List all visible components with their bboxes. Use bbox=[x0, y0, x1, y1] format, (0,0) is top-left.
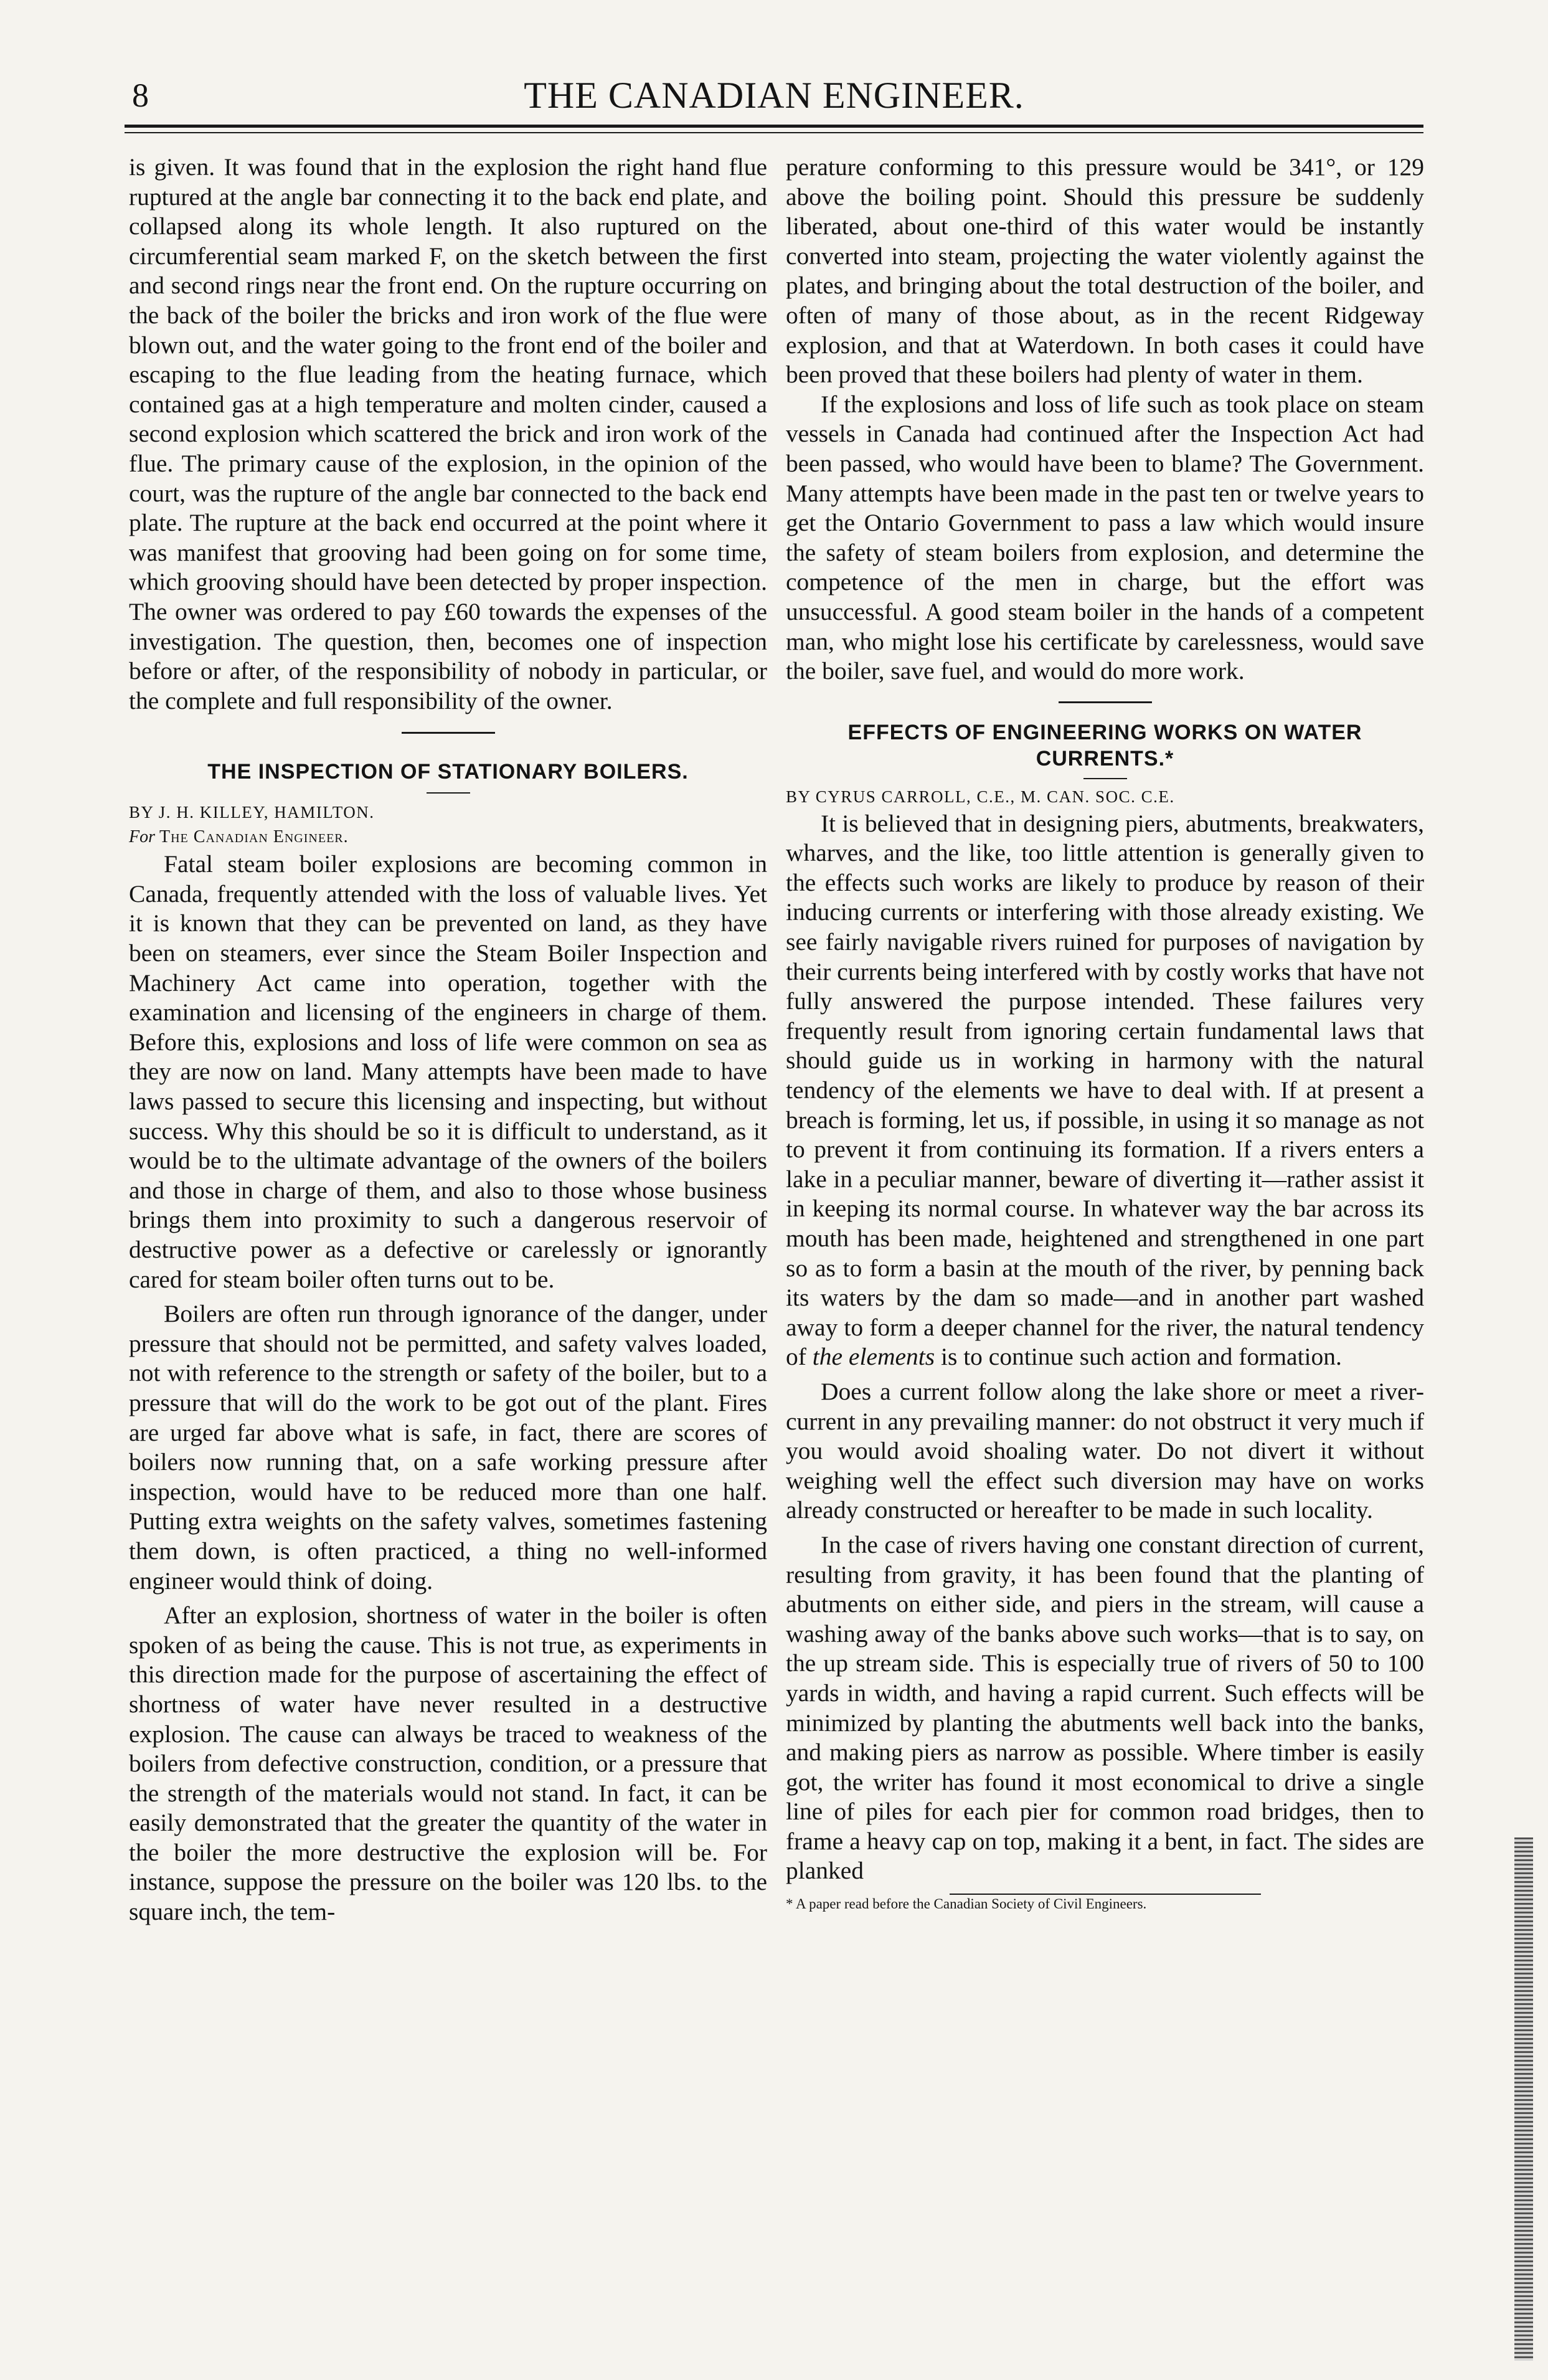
right-column bbox=[786, 153, 1424, 1913]
page-header bbox=[125, 73, 1423, 117]
body-paragraph: Does a current follow along the lake shore or meet a river-current in any prevailing manner: do not obstruct it very much if you would avoid shoaling water. Do not divert it without weighing well the effect such diversion may have on works already constructed or hereafter to be made in such locality. bbox=[786, 1377, 1424, 1524]
title-divider bbox=[1083, 778, 1127, 779]
body-paragraph: After an explosion, shortness of water in the boiler is often spoken of as being the cause. This is not true, as experiments in this direction made for the purpose of ascertaining the effect of shortness of water have never resulted in a destructive explosion. The cause can always be traced to weakness of the boilers from defective construction, condition, or a pressure that the strength of the materials would not stand. In fact, it can be easily demonstrated that the greater the quantity of the water in the boiler the more destructive the explosion will be. For instance, suppose the pressure on the boiler was 120 lbs. to the square inch, the tem- bbox=[129, 1601, 767, 1926]
header-rule-thick bbox=[125, 125, 1423, 128]
body-paragraph: If the explosions and loss of life such as took place on steam vessels in Canada had continued after the Inspection Act had been passed, who would have been to blame? The Government. Many attempts have been made in the past ten or twelve years to get the Ontario Government to pass a law which would insure the safety of steam boilers from explosion, and determine the competence of the men in charge, but the effort was unsuccessful. A good steam boiler in the hands of a competent man, who might lose his certificate by carelessness, would save the boiler, save fuel, and would do more work. bbox=[786, 390, 1424, 685]
left-column bbox=[129, 153, 767, 1927]
byline-killey: BY J. H. KILLEY, HAMILTON. bbox=[129, 803, 375, 822]
scan-edge-artifact bbox=[1514, 1837, 1533, 2361]
paragraph-text: It is believed that in designing piers, abutments, breakwaters, wharves, and the like, too little attention is generally given to the effects such works are likely to produce by reason of their inducing currents or interfering with those already existing. We see fairly navigable rivers ruined for purposes of navigation by their currents being interfered with by costly works that have not fully answered the purpose intended. These failures very frequently result from ignoring certain fundamental laws that should guide us in working in harmony with the natural tendency of the elements we have to deal with. If at present a breach is forming, let us, if possible, in using it so manage as not to prevent it from continuing its formation. If a rivers enters a lake in a peculiar manner, beware of diverting it—rather assist it in keeping its normal course. In whatever way the bar across its mouth has been made, heightened and strengthened in one part so as to form a basin at the mouth of the river, by penning back its waters by the dam so made—and in another part washed away to form a deeper channel for the river, the natural tendency of bbox=[786, 809, 1424, 1371]
section-divider bbox=[1059, 701, 1152, 703]
continued-paragraph: is given. It was found that in the explosion the right hand flue ruptured at the angle bar connecting it to the back end plate, and collapsed along its whole length. It also ruptured on the circumferential seam marked F, on the sketch between the first and second rings near the front end. On the rupture occurring on the back of the boiler the bricks and iron work of the flue were blown out, and the water going to the front end of the boiler and escaping to the flue leading from the heating furnace, which contained gas at a high temperature and molten cinder, caused a second explosion which scattered the brick and iron work of the flue. The primary cause of the explosion, in the opinion of the court, was the rupture of the angle bar connected to the back end plate. The rupture at the back end occurred at the point where it was manifest that grooving had been going on for some time, which grooving should have been detected by proper inspection. The owner was ordered to pay £60 towards the expenses of the investigation. The question, then, becomes one of inspection before or after, of the responsibility of nobody in particular, or the complete and full responsibility of the owner. bbox=[129, 153, 767, 714]
header-rule-thin bbox=[125, 132, 1423, 133]
title-divider bbox=[427, 792, 470, 794]
continued-paragraph: perature conforming to this pressure would be 341°, or 129 above the boiling point. Should this pressure be suddenly liberated, about one-third of this water would be instantly converted into steam, projecting the water violently against the plates, and bringing about the total destruction of the boiler, and often of many of those about, as in the recent Ridgeway explosion, and that at Waterdown. In both cases it could have been proved that these boilers had plenty of water in them. bbox=[786, 153, 1424, 389]
section-divider bbox=[402, 732, 495, 734]
article-title-inspection: THE INSPECTION OF STATIONARY BOILERS. bbox=[207, 760, 689, 784]
footnote: * A paper read before the Canadian Society of Civil Engineers. bbox=[786, 1896, 1147, 1912]
body-paragraph: Boilers are often run through ignorance of the danger, under pressure that should not be permitted, and safety valves loaded, not with reference to the strength or safety of the boiler, but to a pressure that will do the work to be got out of the plant. Fires are urged far above what is safe, in fact, there are scores of boilers now running that, on a safe working pressure after inspection, would have to be reduced more than one half. Putting extra weights on the safety valves, sometimes fastening them down, is often practiced, a thing no well-informed engineer would think of doing. bbox=[129, 1300, 767, 1595]
article-title-water-currents: EFFECTS OF ENGINEERING WORKS ON WATER CURRENTS.* bbox=[847, 720, 1362, 770]
body-paragraph: Fatal steam boiler explosions are becoming common in Canada, frequently attended with the loss of valuable lives. Yet it is known that they can be prevented on land, as they have been on steamers, ever since the Steam Boiler Inspection and Machinery Act came into operation, together with the examination and licensing of the engineers in charge of them. Before this, explosions and loss of life were common on sea as they are now on land. Many attempts have been made to have laws passed to secure this licensing and inspecting, but without success. Why this should be so it is difficult to understand, as it would be to the ultimate advantage of the owners of the boilers and those in charge of them, and also to those whose business brings them into proximity to such a dangerous reservoir of destructive power as a defective or carelessly or ignorantly cared for steam boiler often turns out to be. bbox=[129, 850, 767, 1293]
publication-name: The Canadian Engineer. bbox=[159, 827, 349, 847]
paragraph-text-end: is to continue such action and formation. bbox=[940, 1343, 1342, 1371]
for-prefix: For bbox=[129, 827, 155, 847]
page-number: 8 bbox=[132, 77, 149, 114]
for-publication-line bbox=[129, 825, 767, 850]
journal-title: THE CANADIAN ENGINEER. bbox=[524, 75, 1024, 116]
emphasized-phrase: the elements bbox=[812, 1343, 935, 1371]
body-paragraph: In the case of rivers having one constant direction of current, resulting from gravity, it has been found that the planting of abutments on either side, and piers in the stream, will cause a washing away of the banks above such works—that is to say, on the up stream side. This is especially true of rivers of 50 to 100 yards in width, and having a rapid current. Such effects will be minimized by planting the abutments well back into the banks, and making piers as narrow as possible. Where timber is easily got, the writer has found it most economical to drive a single line of piles for each pier for common road bridges, then to frame a heavy cap on top, making it a bent, in fact. The sides are planked bbox=[786, 1530, 1424, 1885]
body-paragraph bbox=[786, 809, 1424, 1372]
byline-carroll: BY CYRUS CARROLL, C.E., M. CAN. SOC. C.E. bbox=[786, 787, 1175, 806]
